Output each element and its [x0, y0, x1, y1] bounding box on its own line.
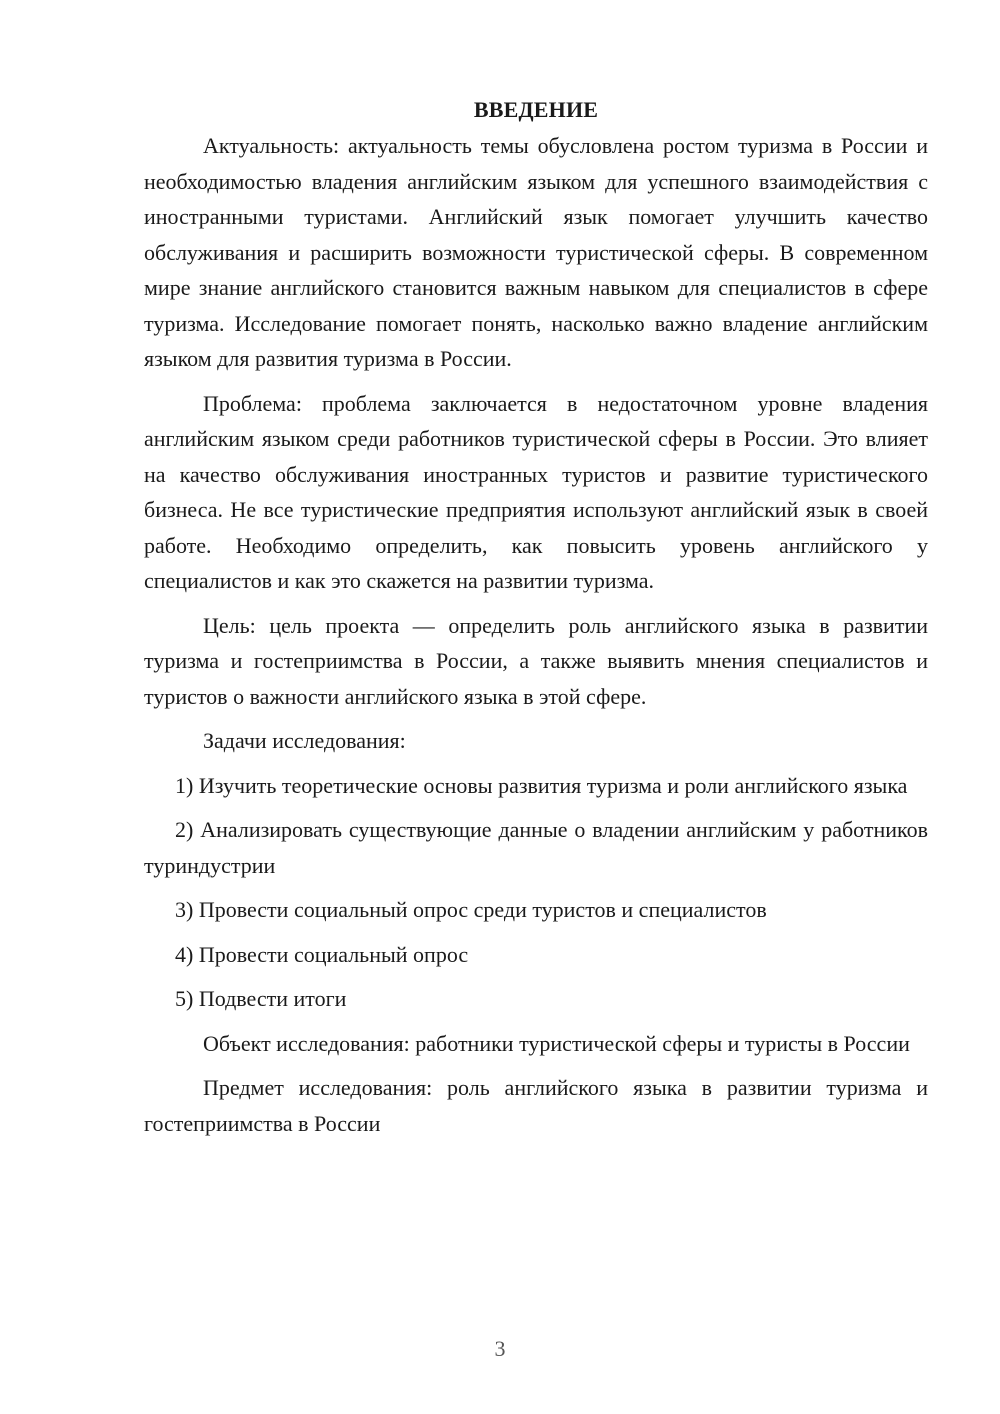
task-item-1: 1) Изучить теоретические основы развития туризма и роли английского языка [175, 772, 908, 798]
task-item-3: 3) Провести социальный опрос среди туристов и специалистов [175, 897, 767, 922]
tasks-heading: Задачи исследования: [203, 728, 406, 753]
task-item-4: 4) Провести социальный опрос [175, 941, 469, 967]
relevance-paragraph: Актуальность: актуальность темы обусловлена ростом туризма в России и необходимостью владения английским языком для успешного взаимодействия с иностранными туристами. Английский язык помогает улучшить качество обслуживания и расширить возможности туристической сферы. В современном мире знание английского становится важным навыком для специалистов в сфере туризма. Исследование помогает понять, насколько важно владение английским языком для развития туризма в России. [144, 133, 928, 371]
subject-paragraph: Предмет исследования: роль английского языка в развитии туризма и гостеприимства в России [144, 1075, 928, 1136]
object-paragraph: Объект исследования: работники туристической сферы и туристы в России [203, 1030, 910, 1056]
section-heading: ВВЕДЕНИЕ [473, 97, 599, 122]
page-number: 3 [494, 1336, 506, 1361]
task-item-5: 5) Подвести итоги [175, 986, 347, 1011]
problem-paragraph: Проблема: проблема заключается в недостаточном уровне владения английским языком среди работников туристической сферы в России. Это влияет на качество обслуживания иностранных туристов и развитие туристического бизнеса. Не все туристические предприятия используют английский язык в своей работе. Необходимо определить, как повысить уровень английского у специалистов и как это скажется на развитии туризма. [144, 390, 928, 593]
goal-paragraph: Цель: цель проекта — определить роль английского языка в развитии туризма и гостеприимства в России, а также выявить мнения специалистов и туристов о важности английского языка в этой сфере. [144, 612, 928, 709]
task-item-2: 2) Анализировать существующие данные о владении английским у работников туриндустрии [144, 817, 928, 878]
document-page [144, 92, 928, 1150]
